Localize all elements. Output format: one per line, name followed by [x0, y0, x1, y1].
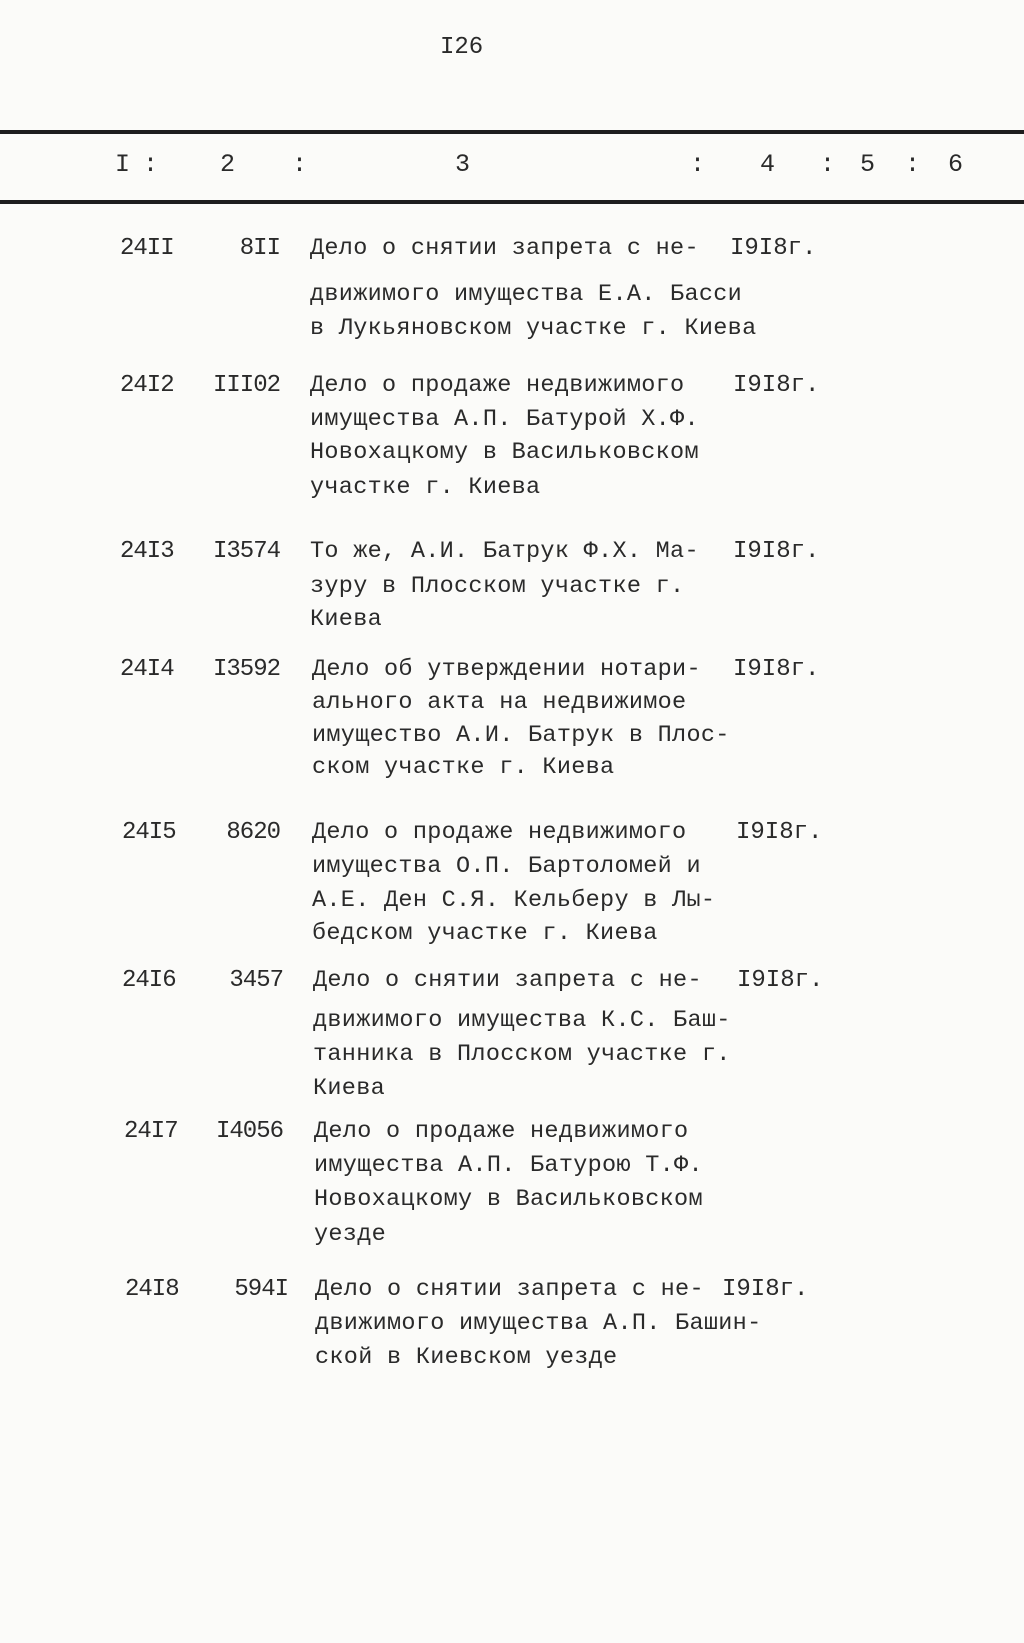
description-line: Киева	[313, 1075, 386, 1102]
description-line: Дело о продаже недвижимого	[310, 372, 685, 399]
description-line: движимого имущества Е.А. Басси	[310, 281, 743, 308]
entry-year: I9I8г.	[733, 656, 820, 683]
old-number: I3574	[212, 538, 280, 565]
description-line: Дело о продаже недвижимого	[314, 1118, 689, 1145]
column-header-5: 5	[860, 150, 876, 179]
entry-year: I9I8г.	[737, 967, 824, 994]
old-number: III02	[212, 372, 280, 399]
entry-year: I9I8г.	[736, 819, 823, 846]
entry-number: 24I6	[122, 967, 176, 994]
entry-year: I9I8г.	[730, 235, 817, 262]
description-line: ском участке г. Киева	[312, 754, 615, 781]
entry-number: 24I2	[120, 372, 174, 399]
column-separator: :	[905, 150, 921, 179]
description-line: То же, А.И. Батрук Ф.Х. Ма-	[310, 538, 699, 565]
description-line: имущество А.И. Батрук в Плос-	[312, 722, 730, 749]
header-rule-bottom	[0, 200, 1024, 204]
description-line: зуру в Плосском участке г.	[310, 573, 685, 600]
entry-number: 24II	[120, 235, 174, 262]
old-number: 8620	[226, 819, 280, 846]
description-line: Дело о продаже недвижимого	[312, 819, 687, 846]
entry-number: 24I4	[120, 656, 174, 683]
header-rule-top	[0, 130, 1024, 134]
description-line: Новохацкому в Васильковском	[314, 1186, 703, 1213]
description-line: участке г. Киева	[310, 474, 541, 501]
old-number: 8II	[239, 235, 280, 262]
column-separator: :	[143, 150, 159, 179]
column-separator: :	[292, 150, 308, 179]
column-header-1: I	[115, 150, 131, 179]
page-number: I26	[440, 34, 484, 61]
description-line: движимого имущества А.П. Башин-	[315, 1310, 762, 1337]
old-number: I4056	[215, 1118, 283, 1145]
entry-number: 24I8	[125, 1276, 179, 1303]
description-line: Дело о снятии запрета с не-	[315, 1276, 704, 1303]
description-line: Дело об утверждении нотари-	[312, 656, 701, 683]
description-line: имущества А.П. Батурою Т.Ф.	[314, 1152, 703, 1179]
column-header-6: 6	[948, 150, 964, 179]
column-separator: :	[820, 150, 836, 179]
entry-year: I9I8г.	[733, 538, 820, 565]
description-line: в Лукьяновском участке г. Киева	[310, 315, 757, 342]
entry-number: 24I7	[124, 1118, 178, 1145]
description-line: Киева	[310, 606, 383, 633]
description-line: бедском участке г. Киева	[312, 920, 658, 947]
description-line: ской в Киевском уезде	[315, 1344, 618, 1371]
description-line: А.Е. Ден С.Я. Кельберу в Лы-	[312, 887, 716, 914]
description-line: ального акта на недвижимое	[312, 689, 687, 716]
entry-number: 24I5	[122, 819, 176, 846]
description-line: имущества О.П. Бартоломей и	[312, 853, 701, 880]
description-line: имущества А.П. Батурой Х.Ф.	[310, 406, 699, 433]
description-line: Новохацкому в Васильковском	[310, 439, 699, 466]
description-line: движимого имущества К.С. Баш-	[313, 1007, 731, 1034]
column-header-4: 4	[760, 150, 776, 179]
old-number: 3457	[229, 967, 283, 994]
entry-year: I9I8г.	[733, 372, 820, 399]
entry-number: 24I3	[120, 538, 174, 565]
description-line: уезде	[314, 1221, 387, 1248]
old-number: I3592	[212, 656, 280, 683]
column-separator: :	[690, 150, 706, 179]
old-number: 594I	[234, 1276, 288, 1303]
column-header-3: 3	[455, 150, 471, 179]
description-line: танника в Плосском участке г.	[313, 1041, 731, 1068]
description-line: Дело о снятии запрета с не-	[310, 235, 699, 262]
description-line: Дело о снятии запрета с не-	[313, 967, 702, 994]
column-header-2: 2	[220, 150, 236, 179]
entry-year: I9I8г.	[722, 1276, 809, 1303]
